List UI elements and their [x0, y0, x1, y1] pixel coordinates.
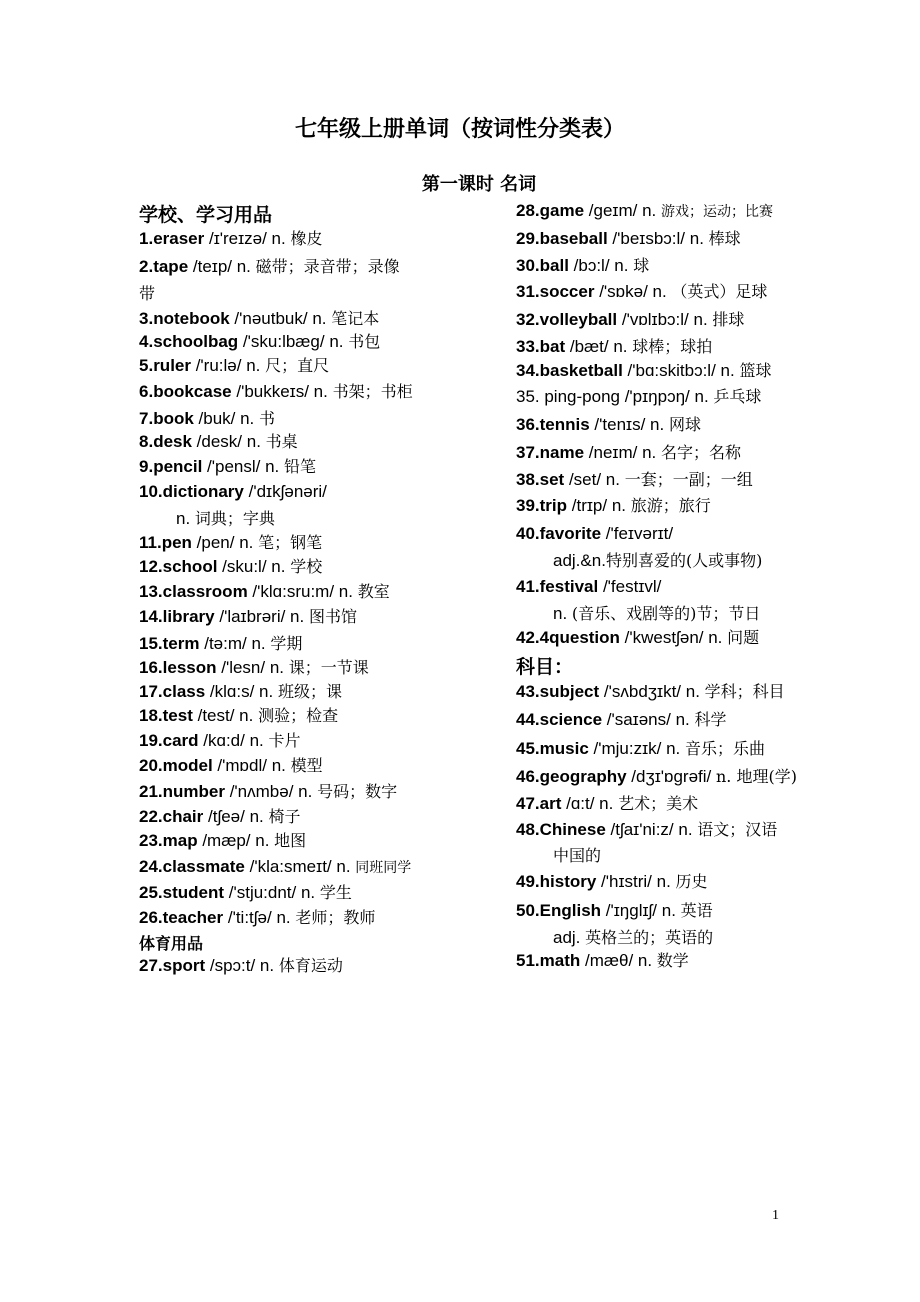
entry-word: chair [162, 807, 204, 826]
vocab-entry [139, 857, 411, 878]
entry-word: map [162, 831, 198, 850]
entry-meaning: 卡片 [268, 731, 301, 750]
vocab-entry [516, 470, 753, 490]
vocab-entry [139, 533, 322, 553]
entry-meaning-continuation [553, 551, 762, 571]
entry-pronunciation: /'dɪkʃənəri/ [243, 482, 327, 501]
entry-pronunciation: /mæp/ n. [197, 831, 275, 850]
entry-pronunciation: /kɑ:d/ n. [198, 731, 269, 750]
entry-number: 36. [516, 415, 540, 434]
entry-meaning: 体育运动 [278, 956, 343, 975]
entry-number: 40. [516, 524, 540, 543]
entry-number: 28. [516, 201, 540, 220]
entry-meaning: 椅子 [268, 807, 301, 826]
vocab-entry [516, 282, 767, 302]
entry-meaning: 历史 [675, 872, 708, 891]
vocab-entry [516, 496, 711, 516]
entry-pronunciation: /bæt/ n. [565, 337, 633, 356]
entry-pronunciation: /'pensl/ n. [202, 457, 284, 476]
entry-meaning: 中国的 [553, 846, 602, 865]
vocab-entry [139, 607, 357, 627]
entry-number: 22. [139, 807, 163, 826]
vocab-entry [139, 432, 298, 452]
entry-number: 9. [139, 457, 154, 476]
entry-number: 25. [139, 883, 163, 902]
entry-pronunciation: /'saɪəns/ n. [602, 710, 695, 729]
entry-meaning: 号码；数字 [317, 782, 398, 801]
entry-meaning: 游戏；运动；比赛 [660, 204, 773, 220]
entry-meaning: 球棒；球拍 [632, 337, 713, 356]
entry-pronunciation: /'ɪŋglɪʃ/ n. [601, 901, 681, 920]
entry-word: favorite [539, 524, 602, 543]
entry-pos: adj.&n. [553, 551, 606, 570]
entry-meaning: n. 地理(学) [715, 767, 797, 786]
entry-number: 37. [516, 443, 540, 462]
vocab-entry [516, 767, 797, 787]
entry-word: bookcase [153, 382, 232, 401]
entry-word: classroom [162, 582, 248, 601]
vocab-entry [516, 443, 741, 463]
entry-meaning: 学生 [319, 883, 352, 902]
entry-number: 27. [139, 956, 163, 975]
entry-word: sport [162, 956, 206, 975]
vocab-entry [516, 337, 712, 357]
entry-meaning: 老师；教师 [295, 908, 376, 927]
vocab-entry [139, 482, 327, 502]
entry-meaning: 同班同学 [355, 860, 412, 876]
entry-word: notebook [153, 309, 230, 328]
page-number: 1 [772, 1208, 779, 1223]
entry-number: 20. [139, 756, 163, 775]
vocab-entry [139, 309, 379, 329]
entry-number: 46. [516, 767, 540, 786]
vocab-entry [516, 682, 785, 702]
entry-word: Chinese [539, 820, 606, 839]
entry-number: 19. [139, 731, 163, 750]
vocab-entry [139, 332, 380, 352]
vocab-entry [516, 415, 701, 435]
entry-number: 51. [516, 951, 540, 970]
category-heading-school: 学校、学习用品 [139, 204, 273, 226]
vocab-entry [139, 409, 275, 429]
entry-meaning: 数学 [656, 951, 689, 970]
entry-meaning: 问题 [727, 628, 760, 647]
entry-pronunciation: /'mɒdl/ n. [212, 756, 291, 775]
entry-word: science [539, 710, 603, 729]
entry-word: subject [539, 682, 600, 701]
vocab-entry [139, 356, 329, 376]
entry-number: 23. [139, 831, 163, 850]
entry-word: schoolbag [153, 332, 239, 351]
entry-number: 42. [516, 628, 540, 647]
entry-pronunciation: /bɔ:l/ n. [568, 256, 634, 275]
entry-meaning: 篮球 [739, 361, 772, 380]
entry-word: school [162, 557, 218, 576]
entry-number: 47. [516, 794, 540, 813]
entry-meaning: 磁带；录音带；录像 [255, 257, 400, 276]
entry-meaning-continuation [553, 846, 601, 866]
entry-pronunciation: /teɪp/ n. [188, 257, 256, 276]
vocab-entry [516, 794, 698, 814]
entry-meaning: 网球 [668, 415, 701, 434]
entry-meaning: 球 [633, 256, 650, 275]
entry-meaning: 学期 [270, 634, 303, 653]
entry-pronunciation: /trɪp/ n. [567, 496, 631, 515]
entry-number: 21. [139, 782, 163, 801]
entry-word: class [162, 682, 206, 701]
entry-number: 41. [516, 577, 540, 596]
entry-pronunciation: /ɪ'reɪzə/ n. [204, 229, 291, 248]
entry-meaning: 排球 [712, 310, 745, 329]
entry-word: tape [153, 257, 189, 276]
entry-pos: adj. [553, 928, 586, 947]
entry-pronunciation: /'bɑ:skitbɔ:l/ n. [622, 361, 740, 380]
entry-meaning: 书桌 [265, 432, 298, 451]
entry-meaning: 英语 [680, 901, 713, 920]
entry-word: student [162, 883, 225, 902]
entry-meaning: 测验；检查 [258, 706, 339, 725]
entry-word: library [162, 607, 215, 626]
entry-meaning: 笔记本 [331, 309, 380, 328]
entry-pronunciation: /sku:l/ n. [217, 557, 291, 576]
entry-pronunciation: /dʒɪ'ɒgrəfi/ [626, 767, 716, 786]
entry-pronunciation: /ɑ:t/ n. [561, 794, 619, 813]
entry-pronunciation: /'festɪvl/ [598, 577, 662, 596]
entry-word: ball [539, 256, 569, 275]
entry-pronunciation: /set/ n. [564, 470, 625, 489]
entry-number: 48. [516, 820, 540, 839]
entry-number: 10. [139, 482, 163, 501]
entry-word: number [162, 782, 225, 801]
vocab-entry [139, 257, 400, 277]
vocab-entry [516, 310, 744, 330]
entry-number: 16. [139, 658, 163, 677]
entry-pronunciation: /'feɪvərɪt/ [601, 524, 674, 543]
vocab-entry [516, 872, 708, 892]
entry-word: volleyball [539, 310, 618, 329]
entry-meaning: 模型 [290, 756, 323, 775]
vocab-entry [516, 951, 689, 971]
entry-pronunciation: /'laɪbrəri/ n. [214, 607, 309, 626]
entry-number: 44. [516, 710, 540, 729]
entry-number: 50. [516, 901, 540, 920]
entry-number: 33. [516, 337, 540, 356]
entry-meaning: 笔；钢笔 [258, 533, 323, 552]
vocab-entry [516, 820, 777, 840]
entry-word: math [539, 951, 581, 970]
entry-pronunciation: /tʃaɪ'ni:z/ n. [605, 820, 698, 839]
entry-pronunciation: /'mju:zɪk/ n. [588, 739, 685, 758]
entry-number: 32. [516, 310, 540, 329]
entry-pronunciation: /pen/ n. [191, 533, 259, 552]
entry-number: 13. [139, 582, 163, 601]
entry-meaning: 学科；科目 [704, 682, 785, 701]
vocab-entry [139, 229, 322, 249]
vocab-entry [139, 457, 316, 477]
vocab-entry [139, 831, 306, 851]
entry-meaning: 艺术；美术 [618, 794, 699, 813]
entry-word: eraser [153, 229, 205, 248]
entry-number: 45. [516, 739, 540, 758]
entry-number: 26. [139, 908, 163, 927]
entry-pronunciation: /'sɒkə/ n. [594, 282, 672, 301]
entry-meaning: （英式）足球 [671, 282, 768, 301]
entry-meaning: 语文；汉语 [697, 820, 778, 839]
entry-pronunciation: /'hɪstri/ n. [596, 872, 676, 891]
entry-meaning: 带 [139, 284, 156, 303]
entry-number: 49. [516, 872, 540, 891]
entry-word: dictionary [162, 482, 244, 501]
entry-number: 11. [139, 533, 162, 552]
entry-meaning: 课；一节课 [288, 658, 369, 677]
vocab-entry [516, 710, 727, 730]
vocab-entry [139, 883, 352, 903]
entry-pronunciation: /'vɒlɪbɔ:l/ n. [617, 310, 713, 329]
entry-meaning: 棒球 [708, 229, 741, 248]
entry-word: book [153, 409, 194, 428]
entry-pronunciation: /'tenɪs/ n. [589, 415, 669, 434]
entry-pronunciation: /'ti:tʃə/ n. [223, 908, 296, 927]
entry-word: art [539, 794, 562, 813]
entry-number: 39. [516, 496, 540, 515]
entry-word: set [539, 470, 565, 489]
entry-meaning: 名字；名称 [660, 443, 741, 462]
vocab-entry [139, 658, 369, 678]
entry-word: basketball [539, 361, 623, 380]
entry-word: 4question [539, 628, 620, 647]
entry-meaning: 音乐；乐曲 [685, 739, 766, 758]
entry-pronunciation: /test/ n. [192, 706, 259, 725]
entry-number: 6. [139, 382, 154, 401]
entry-number: 43. [516, 682, 540, 701]
entry-word: trip [539, 496, 568, 515]
vocab-entry [516, 387, 761, 407]
entry-meaning-continuation [139, 284, 155, 304]
entry-meaning: 书 [259, 409, 276, 428]
entry-word: English [539, 901, 602, 920]
entry-pronunciation: /'kwestʃən/ n. [619, 628, 728, 647]
entry-number: 17. [139, 682, 163, 701]
vocab-entry [516, 361, 771, 381]
entry-meaning: 词典；字典 [194, 509, 275, 528]
entry-pronunciation: /spɔ:t/ n. [205, 956, 279, 975]
entry-pronunciation: /tʃeə/ n. [203, 807, 269, 826]
entry-meaning: 特别喜爱的(人或事物) [605, 551, 763, 570]
entry-meaning: 教室 [357, 582, 390, 601]
vocab-entry [139, 908, 375, 928]
entry-word: ruler [153, 356, 191, 375]
entry-word: history [539, 872, 597, 891]
entry-word: pencil [153, 457, 203, 476]
entry-meaning: 地图 [274, 831, 307, 850]
vocab-entry [139, 706, 338, 726]
vocab-entry [139, 782, 397, 802]
entry-word: card [162, 731, 199, 750]
entry-pos: n. [176, 509, 195, 528]
entry-meaning: 铅笔 [284, 457, 317, 476]
entry-meaning: 学校 [290, 557, 323, 576]
entry-number: 24. [139, 857, 163, 876]
vocab-entry [516, 628, 759, 648]
vocab-entry [516, 577, 661, 597]
entry-number: 3. [139, 309, 154, 328]
vocab-entry [516, 229, 741, 249]
entry-number: 14. [139, 607, 163, 626]
entry-meaning-continuation [553, 604, 760, 624]
entry-number: 34. [516, 361, 540, 380]
entry-pronunciation: /'beɪsbɔ:l/ n. [607, 229, 709, 248]
vocab-entry [139, 731, 301, 751]
entry-pronunciation: /'klɑ:sru:m/ n. [247, 582, 358, 601]
vocab-entry [139, 756, 323, 776]
category-heading-subjects: 科目： [516, 656, 574, 678]
vocab-entry [139, 382, 413, 402]
entry-meaning-continuation [176, 509, 275, 529]
entry-word: classmate [162, 857, 245, 876]
category-heading-sports: 体育用品 [139, 934, 204, 953]
entry-number: 31. [516, 282, 540, 301]
vocab-entry [139, 634, 302, 654]
entry-word: term [162, 634, 200, 653]
entry-word: name [539, 443, 585, 462]
entry-pos: n. [553, 604, 572, 623]
entry-word: lesson [162, 658, 217, 677]
entry-meaning: 英格兰的；英语的 [585, 928, 714, 947]
entry-pronunciation: /'nəutbuk/ n. [229, 309, 332, 328]
entry-number: 12. [139, 557, 163, 576]
page-title: 七年级上册单词（按词性分类表） [294, 116, 625, 142]
entry-number: 30. [516, 256, 540, 275]
vocab-entry [516, 524, 673, 544]
entry-word: baseball [539, 229, 608, 248]
entry-word: model [162, 756, 213, 775]
vocab-entry [139, 582, 390, 602]
entry-pronunciation: /'sʌbdʒɪkt/ n. [599, 682, 705, 701]
entry-meaning-continuation [553, 928, 713, 948]
entry-pronunciation: /'ru:lə/ n. [190, 356, 266, 375]
entry-word: test [162, 706, 193, 725]
vocab-entry [139, 956, 343, 976]
entry-word: geography [539, 767, 627, 786]
entry-pronunciation: /'lesn/ n. [216, 658, 289, 677]
entry-word: teacher [162, 908, 224, 927]
entry-meaning: 图书馆 [308, 607, 357, 626]
entry-word: game [539, 201, 585, 220]
entry-meaning: 书包 [348, 332, 381, 351]
entry-word: pen [161, 533, 192, 552]
vocab-entry [516, 901, 713, 921]
vocab-entry [139, 557, 322, 577]
entry-meaning: 旅游；旅行 [630, 496, 711, 515]
entry-number: 18. [139, 706, 163, 725]
entry-pronunciation: /geɪm/ n. [584, 201, 661, 220]
entry-meaning: 班级；课 [277, 682, 342, 701]
entry-number: 29. [516, 229, 540, 248]
entry-pronunciation: /buk/ n. [193, 409, 259, 428]
entry-pronunciation: /desk/ n. [191, 432, 266, 451]
vocab-entry [516, 739, 765, 759]
vocab-entry [139, 682, 342, 702]
entry-meaning: 科学 [694, 710, 727, 729]
entry-meaning: 一套；一副；一组 [624, 470, 753, 489]
entry-word: soccer [539, 282, 595, 301]
entry-pronunciation: /'nʌmbə/ n. [224, 782, 318, 801]
vocab-entry [516, 256, 649, 276]
entry-meaning: (音乐、戏剧等的)节；节日 [571, 604, 761, 623]
entry-word: music [539, 739, 589, 758]
entry-meaning: 书架；书柜 [332, 382, 413, 401]
section-subtitle: 第一课时 名词 [421, 174, 537, 195]
entry-word: bat [539, 337, 566, 356]
entry-number: 1. [139, 229, 154, 248]
entry-pronunciation: /tə:m/ n. [199, 634, 271, 653]
entry-number: 38. [516, 470, 540, 489]
entry-number: 5. [139, 356, 154, 375]
entry-meaning: 乒乓球 [713, 387, 762, 406]
entry-pronunciation: /mæθ/ n. [580, 951, 657, 970]
entry-pronunciation: 35. ping-pong /'pɪŋpɔŋ/ n. [516, 387, 714, 406]
entry-number: 8. [139, 432, 154, 451]
entry-pronunciation: /'sku:lbæg/ n. [238, 332, 349, 351]
entry-pronunciation: /'stju:dnt/ n. [224, 883, 320, 902]
entry-number: 7. [139, 409, 154, 428]
entry-pronunciation: /'kla:smeɪt/ n. [244, 857, 356, 876]
entry-word: desk [153, 432, 192, 451]
vocab-entry [516, 201, 773, 222]
entry-meaning: 尺；直尺 [265, 356, 330, 375]
entry-word: tennis [539, 415, 590, 434]
vocab-entry [139, 807, 301, 827]
entry-pronunciation: /neɪm/ n. [584, 443, 661, 462]
entry-number: 15. [139, 634, 163, 653]
entry-pronunciation: /'bukkeɪs/ n. [231, 382, 333, 401]
entry-pronunciation: /klɑ:s/ n. [205, 682, 278, 701]
entry-word: festival [539, 577, 599, 596]
entry-number: 4. [139, 332, 154, 351]
entry-meaning: 橡皮 [290, 229, 323, 248]
entry-number: 2. [139, 257, 154, 276]
